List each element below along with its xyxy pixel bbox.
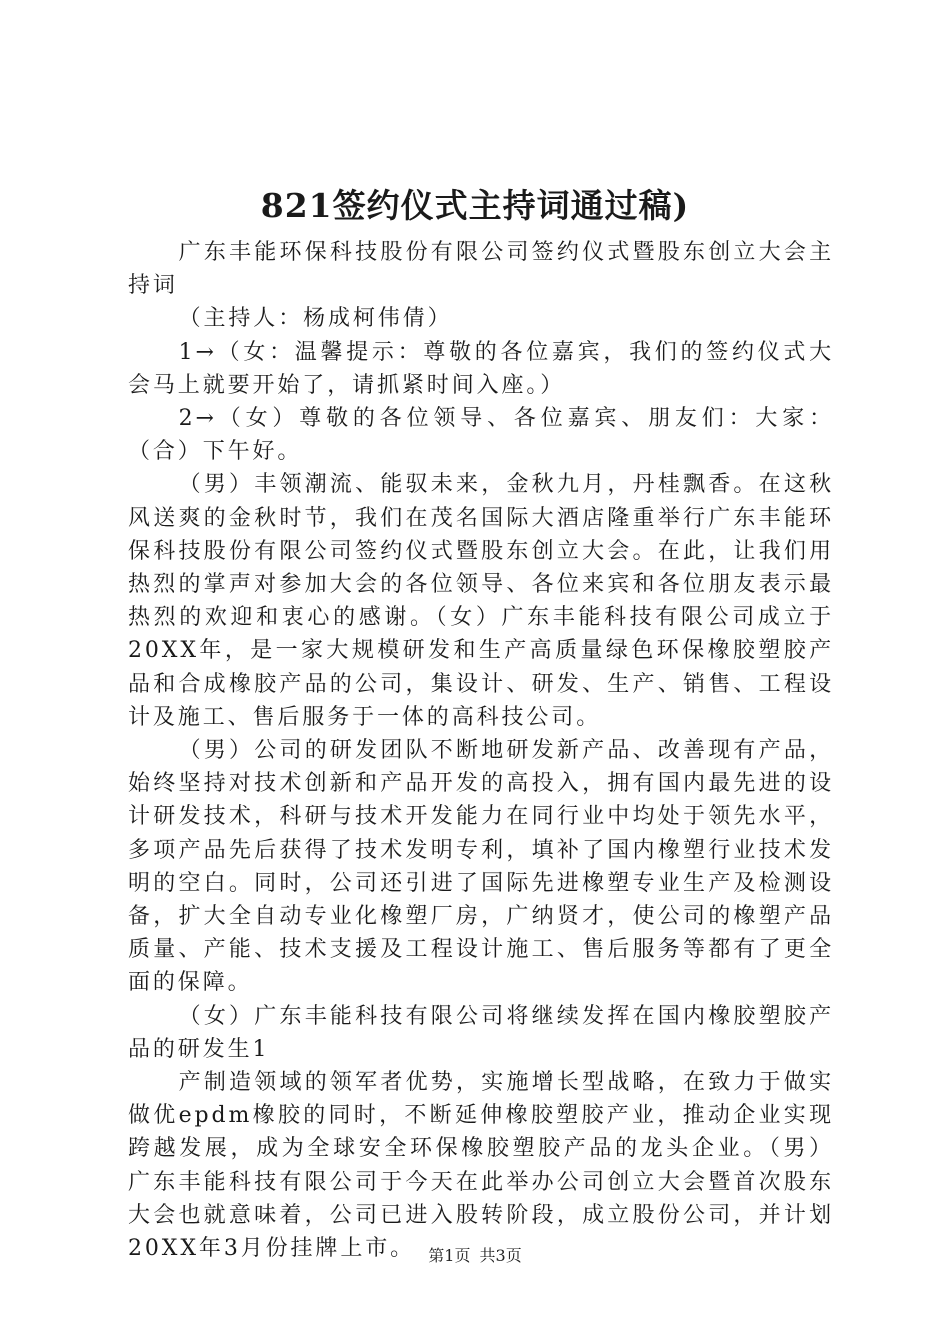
- paragraph-4: （男）公司的研发团队不断地研发新产品、改善现有产品，始终坚持对技术创新和产品开发的高投入，拥有国内最先进的设计研发技术，科研与技术开发能力在同行业中均处于领先水平，多项产品先后获得了技术发明专利，填补了国内橡塑行业技术发明的空白。同时，公司还引进了国际先进橡塑专业生产及检测设备，扩大全自动专业化橡塑厂房，广纳贤才，使公司的橡塑产品质量、产能、技术支援及工程设计施工、售后服务等都有了更全面的保障。: [128, 738, 834, 996]
- paragraph-heading: 广东丰能环保科技股份有限公司签约仪式暨股东创立大会主持词: [128, 240, 834, 299]
- page-total: 共3页: [479, 1246, 522, 1265]
- page-number: 第1页: [428, 1246, 471, 1265]
- document-title: 821签约仪式主持词通过稿): [260, 186, 690, 225]
- paragraph-2: 2→（女）尊敬的各位领导、各位嘉宾、朋友们：大家：（合）下午好。: [128, 406, 834, 465]
- paragraph-1: 1→（女：温馨提示：尊敬的各位嘉宾，我们的签约仪式大会马上就要开始了，请抓紧时间入座。）: [128, 339, 834, 398]
- paragraph-hosts: （主持人：杨成柯伟倩）: [178, 306, 453, 332]
- page-footer: [0, 1245, 950, 1267]
- paragraph-3: （男）丰领潮流、能驭未来，金秋九月，丹桂飘香。在这秋风送爽的金秋时节，我们在茂名国际大酒店隆重举行广东丰能环保科技股份有限公司签约仪式暨股东创立大会。在此，让我们用热烈的掌声对参加大会的各位领导、各位来宾和各位朋友表示最热烈的欢迎和衷心的感谢。（女）广东丰能科技有限公司成立于20XX年，是一家大规模研发和生产高质量绿色环保橡胶塑胶产品和合成橡胶产品的公司，集设计、研发、生产、销售、工程设计及施工、售后服务于一体的高科技公司。: [128, 472, 834, 730]
- paragraph-6: 产制造领域的领军者优势，实施增长型战略，在致力于做实做优epdm橡胶的同时，不断延伸橡胶塑胶产业，推动企业实现跨越发展，成为全球安全环保橡胶塑胶产品的龙头企业。（男）广东丰能科技有限公司于今天在此举办公司创立大会暨首次股东大会也就意味着，公司已进入股转阶段，成立股份公司，并计划20XX年3月份挂牌上市。: [128, 1070, 834, 1262]
- document-body: [128, 236, 834, 1265]
- paragraph-5: （女）广东丰能科技有限公司将继续发挥在国内橡胶塑胶产品的研发生1: [128, 1003, 834, 1062]
